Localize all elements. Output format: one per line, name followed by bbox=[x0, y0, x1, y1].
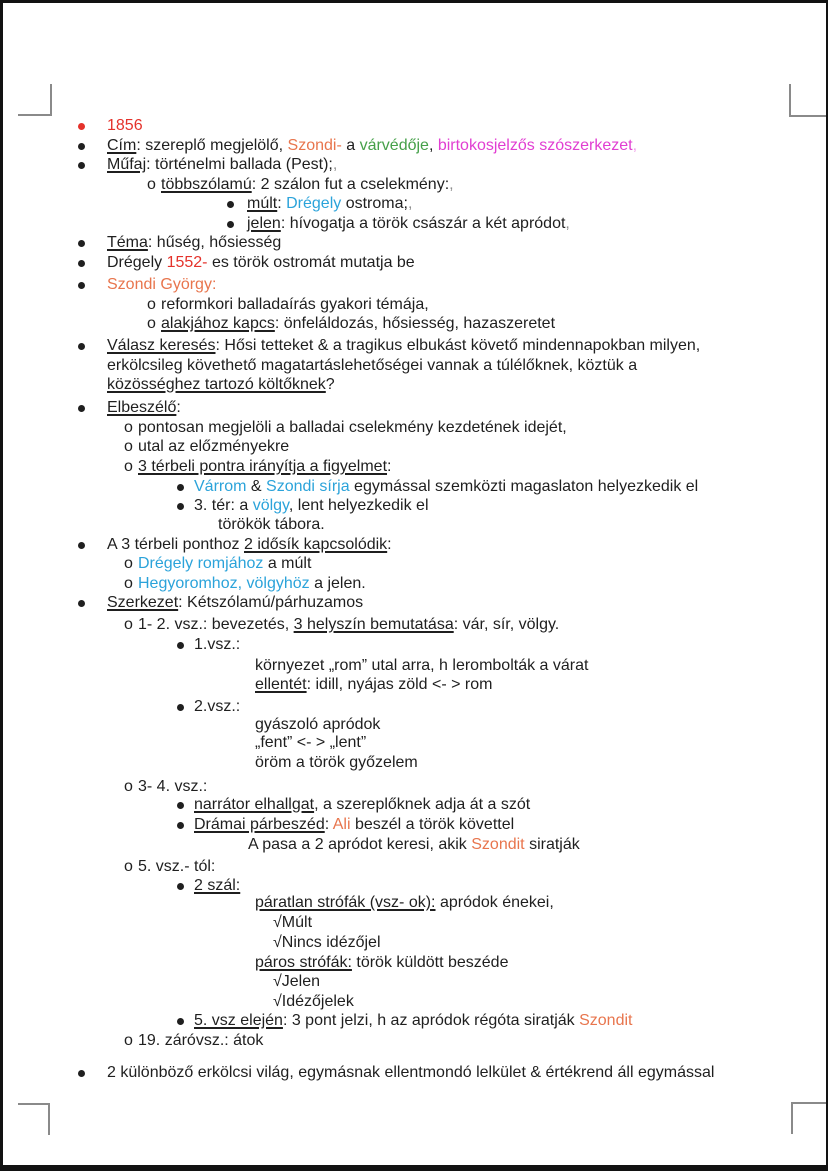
text-run: , bbox=[428, 137, 438, 154]
note-line bbox=[0, 656, 828, 676]
bullet-o-icon: o bbox=[124, 555, 133, 572]
note-line bbox=[0, 697, 828, 717]
note-line bbox=[0, 635, 828, 655]
text-run: völgyhöz bbox=[246, 575, 310, 592]
text-run: erkölcsileg követhető magatartáslehetőségei vannak a túlélőknek, köztük a bbox=[107, 357, 638, 374]
note-line bbox=[0, 477, 828, 497]
crop-mark-top-left bbox=[18, 84, 52, 116]
note-line bbox=[0, 233, 828, 253]
text-run: 19. záróvsz.: átok bbox=[138, 1032, 264, 1049]
text-run: Drégely romjához bbox=[138, 555, 264, 572]
bullet-dot-icon bbox=[78, 1070, 85, 1077]
note-line bbox=[0, 295, 828, 315]
bullet-dot-icon bbox=[78, 542, 85, 549]
text-run: : Kétszólamú/párhuzamos bbox=[178, 594, 364, 611]
bullet-dot-icon bbox=[78, 123, 85, 130]
note-line bbox=[0, 253, 828, 273]
note-line-text bbox=[138, 574, 366, 594]
note-line bbox=[0, 515, 828, 535]
note-line bbox=[0, 496, 828, 516]
note-line-text bbox=[194, 1011, 632, 1031]
note-line bbox=[0, 933, 828, 953]
text-run: siratják bbox=[524, 836, 580, 853]
note-line bbox=[0, 675, 828, 695]
text-run: völgy bbox=[252, 497, 289, 514]
bullet-o-icon: o bbox=[124, 419, 133, 436]
note-line-text bbox=[107, 1063, 714, 1083]
text-run: 1856 bbox=[107, 117, 143, 134]
text-run: 2 különböző erkölcsi világ, egymásnak ellentmondó lelkület & értékrend áll egymással bbox=[107, 1064, 715, 1081]
note-line bbox=[0, 554, 828, 574]
text-run: közösséghez tartozó költőknek bbox=[107, 376, 326, 393]
note-line-text bbox=[138, 554, 311, 574]
bullet-dot-icon bbox=[177, 802, 184, 809]
bullet-dot-icon bbox=[227, 221, 234, 228]
note-line bbox=[0, 753, 828, 773]
text-run: 5. vsz elején bbox=[194, 1012, 283, 1029]
text-run: öröm a török győzelem bbox=[255, 754, 418, 771]
text-run: , bbox=[332, 156, 338, 173]
text-run: Drégely bbox=[107, 254, 167, 271]
note-line bbox=[0, 116, 828, 136]
text-run: reformkori balladaírás gyakori témája, bbox=[161, 296, 429, 313]
note-line-text bbox=[255, 715, 380, 735]
note-line-text bbox=[107, 356, 637, 376]
text-run: : hívogatja a török császár a két apródot bbox=[280, 215, 566, 232]
text-run: ? bbox=[325, 376, 335, 393]
note-line-text bbox=[273, 933, 381, 953]
text-run: birtokosjelzős szószerkezet bbox=[437, 137, 633, 154]
text-run: 3- 4. vsz.: bbox=[138, 778, 208, 795]
text-run: : 3 pont jelzi, h az apródok régóta siratják bbox=[282, 1012, 580, 1029]
text-run: alakjához kapcs bbox=[161, 315, 275, 332]
text-run: 3 helyszín bemutatása bbox=[293, 616, 454, 633]
bullet-o-icon: o bbox=[124, 575, 133, 592]
note-line bbox=[0, 275, 828, 295]
note-line-text bbox=[107, 535, 392, 555]
bullet-dot-icon bbox=[78, 600, 85, 607]
bullet-dot-icon bbox=[78, 282, 85, 289]
text-run: környezet „rom” utal arra, h lerombolták a várat bbox=[255, 657, 589, 674]
note-line bbox=[0, 857, 828, 877]
text-run: Hegyoromhoz, bbox=[138, 575, 243, 592]
note-line-text bbox=[107, 136, 637, 156]
note-line bbox=[0, 437, 828, 457]
bullet-dot-icon bbox=[78, 343, 85, 350]
text-run: : Hősi tetteket & a tragikus elbukást követő mindennapokban milyen, bbox=[215, 337, 701, 354]
note-line bbox=[0, 913, 828, 933]
bullet-dot-icon bbox=[78, 143, 85, 150]
text-run: törökök tábora. bbox=[218, 516, 325, 533]
text-run: Drámai párbeszéd bbox=[194, 816, 325, 833]
note-line bbox=[0, 398, 828, 418]
note-line bbox=[0, 893, 828, 913]
text-run: 1- 2. vsz.: bevezetés, bbox=[138, 616, 294, 633]
text-run: Cím bbox=[107, 137, 137, 154]
note-line bbox=[0, 777, 828, 797]
text-run: es török ostromát mutatja be bbox=[207, 254, 415, 271]
text-run: √Jelen bbox=[273, 973, 321, 990]
text-run: 3. tér: a bbox=[194, 497, 253, 514]
text-run: múlt bbox=[247, 195, 278, 212]
text-run: : bbox=[324, 816, 333, 833]
note-line bbox=[0, 733, 828, 753]
note-line-text bbox=[255, 753, 418, 773]
bullet-dot-icon bbox=[227, 201, 234, 208]
text-run: Szondit bbox=[471, 836, 525, 853]
text-run: : önfeláldozás, hősiesség, hazaszeretet bbox=[274, 315, 556, 332]
text-run: , bbox=[632, 137, 638, 154]
text-run: a bbox=[341, 137, 360, 154]
bullet-dot-icon bbox=[78, 405, 85, 412]
note-line bbox=[0, 615, 828, 635]
text-run: 1552- bbox=[166, 254, 208, 271]
text-run: beszél a török követtel bbox=[350, 816, 515, 833]
note-line-text bbox=[107, 398, 181, 418]
bullet-o-icon: o bbox=[124, 616, 133, 633]
bullet-dot-icon bbox=[78, 240, 85, 247]
note-line-text bbox=[107, 593, 363, 613]
note-line-text bbox=[161, 314, 555, 334]
text-run: apródok énekei, bbox=[435, 894, 554, 911]
text-run: : hűség, hősiesség bbox=[147, 234, 282, 251]
note-line-text bbox=[138, 1031, 263, 1051]
text-run: : idill, nyájas zöld <- > rom bbox=[306, 676, 493, 693]
text-run: Szerkezet bbox=[107, 594, 179, 611]
note-line-text bbox=[194, 477, 698, 497]
text-run: várvédője bbox=[359, 137, 429, 154]
text-run: Várrom bbox=[194, 478, 247, 495]
note-line-text bbox=[255, 656, 588, 676]
note-line-text bbox=[273, 913, 312, 933]
note-line bbox=[0, 972, 828, 992]
text-run: Szondi- bbox=[287, 137, 342, 154]
note-line-text bbox=[247, 194, 412, 214]
text-run: Téma bbox=[107, 234, 148, 251]
text-run: utal az előzményekre bbox=[138, 438, 290, 455]
note-line-text bbox=[138, 437, 289, 457]
text-run: A pasa a 2 apródot keresi, akik bbox=[248, 836, 472, 853]
text-run: Elbeszélő bbox=[107, 399, 177, 416]
text-run: , bbox=[407, 195, 413, 212]
note-line-text bbox=[255, 953, 508, 973]
crop-mark-top-right bbox=[789, 84, 828, 117]
text-run: 1.vsz.: bbox=[194, 636, 241, 653]
text-run: egymással szemközti magaslaton helyezkedik el bbox=[349, 478, 699, 495]
note-line bbox=[0, 457, 828, 477]
bullet-o-icon: o bbox=[124, 458, 133, 475]
note-line bbox=[0, 992, 828, 1012]
note-line bbox=[0, 795, 828, 815]
note-line bbox=[0, 155, 828, 175]
note-line-text bbox=[218, 515, 325, 535]
text-run: √Nincs idézőjel bbox=[273, 934, 381, 951]
note-line-text bbox=[194, 795, 530, 815]
note-line-text bbox=[273, 992, 354, 1012]
text-run: páros strófák: bbox=[255, 954, 352, 971]
note-line-text bbox=[247, 214, 570, 234]
note-line-text bbox=[107, 233, 281, 253]
text-run: „fent” <- > „lent” bbox=[255, 734, 367, 751]
note-line bbox=[0, 1063, 828, 1083]
text-run: , bbox=[565, 215, 570, 232]
note-line-text bbox=[255, 893, 554, 913]
note-line-text bbox=[138, 457, 391, 477]
text-run: török küldött beszéde bbox=[351, 954, 509, 971]
text-run: Szondi sírja bbox=[266, 478, 350, 495]
note-line-text bbox=[138, 615, 559, 635]
text-run: : vár, sír, völgy. bbox=[453, 616, 560, 633]
note-line bbox=[0, 574, 828, 594]
note-line-text bbox=[255, 733, 366, 753]
text-run: : szereplő megjelölő, bbox=[136, 137, 288, 154]
note-line bbox=[0, 314, 828, 334]
bullet-dot-icon bbox=[177, 1018, 184, 1025]
bullet-o-icon: o bbox=[147, 315, 156, 332]
note-line bbox=[0, 535, 828, 555]
text-run: Szondit bbox=[579, 1012, 633, 1029]
note-line-text bbox=[107, 116, 143, 136]
note-line bbox=[0, 815, 828, 835]
bullet-dot-icon bbox=[177, 503, 184, 510]
note-line bbox=[0, 336, 828, 356]
note-line-text bbox=[194, 496, 429, 516]
text-run: , lent helyezkedik el bbox=[288, 497, 429, 514]
text-run: : bbox=[277, 195, 287, 212]
note-line-text bbox=[248, 835, 580, 855]
text-run: a jelen. bbox=[309, 575, 366, 592]
note-line bbox=[0, 214, 828, 234]
text-run: többszólamú bbox=[161, 176, 252, 193]
note-line bbox=[0, 593, 828, 613]
bullet-dot-icon bbox=[177, 642, 184, 649]
bullet-o-icon: o bbox=[147, 296, 156, 313]
text-run: a múlt bbox=[263, 555, 312, 572]
text-run: : bbox=[176, 399, 181, 416]
text-run: narrátor elhallgat bbox=[194, 796, 315, 813]
note-line-text bbox=[138, 777, 207, 797]
text-run: gyászoló apródok bbox=[255, 716, 381, 733]
text-run: 3 térbeli pontra irányítja a figyelmet bbox=[138, 458, 388, 475]
note-line bbox=[0, 1031, 828, 1051]
text-run: 2.vsz.: bbox=[194, 698, 241, 715]
bullet-dot-icon bbox=[78, 260, 85, 267]
note-line-text bbox=[273, 972, 320, 992]
text-run: ellentét bbox=[255, 676, 307, 693]
text-run: 2 szál: bbox=[194, 877, 241, 894]
text-run: : bbox=[387, 536, 392, 553]
note-line bbox=[0, 194, 828, 214]
note-line-text bbox=[107, 253, 415, 273]
note-line bbox=[0, 715, 828, 735]
note-line bbox=[0, 953, 828, 973]
note-line bbox=[0, 356, 828, 376]
bullet-dot-icon bbox=[177, 484, 184, 491]
crop-mark-bottom-right bbox=[791, 1102, 828, 1134]
text-run: pontosan megjelöli a balladai cselekmény kezdetének idejét, bbox=[138, 419, 567, 436]
note-line bbox=[0, 418, 828, 438]
text-run: √Múlt bbox=[273, 914, 313, 931]
text-run: : bbox=[387, 458, 392, 475]
note-line-text bbox=[107, 275, 216, 295]
bullet-o-icon: o bbox=[124, 438, 133, 455]
note-line bbox=[0, 136, 828, 156]
note-line-text bbox=[161, 295, 429, 315]
text-run: páratlan strófák (vsz- ok): bbox=[255, 894, 436, 911]
text-run: A 3 térbeli ponthoz bbox=[107, 536, 244, 553]
text-run: Műfaj bbox=[107, 156, 147, 173]
note-line bbox=[0, 1011, 828, 1031]
bullet-dot-icon bbox=[177, 883, 184, 890]
note-line bbox=[0, 375, 828, 395]
note-line-text bbox=[255, 675, 492, 695]
bullet-dot-icon bbox=[78, 162, 85, 169]
note-line-text bbox=[194, 635, 240, 655]
note-line-text bbox=[107, 375, 335, 395]
bullet-o-icon: o bbox=[124, 1032, 133, 1049]
text-run: Ali bbox=[332, 816, 351, 833]
text-run: , a szereplőknek adja át a szót bbox=[314, 796, 531, 813]
note-line bbox=[0, 175, 828, 195]
bullet-o-icon: o bbox=[124, 858, 133, 875]
bullet-o-icon: o bbox=[147, 176, 156, 193]
note-line-text bbox=[161, 175, 454, 195]
note-line-text bbox=[107, 155, 337, 175]
text-run: Válasz keresés bbox=[107, 337, 216, 354]
bullet-o-icon: o bbox=[124, 778, 133, 795]
text-run: √Idézőjelek bbox=[273, 993, 354, 1010]
text-run: : 2 szálon fut a cselekmény: bbox=[251, 176, 450, 193]
text-run: & bbox=[246, 478, 267, 495]
note-line-text bbox=[107, 336, 700, 356]
note-line-text bbox=[138, 418, 567, 438]
note-line-text bbox=[194, 815, 514, 835]
bullet-dot-icon bbox=[177, 704, 184, 711]
note-line-text bbox=[194, 697, 240, 717]
text-run: jelen bbox=[247, 215, 281, 232]
text-run: , bbox=[449, 176, 454, 193]
crop-mark-bottom-left bbox=[18, 1103, 50, 1135]
note-line bbox=[0, 835, 828, 855]
text-run: 5. vsz.- tól: bbox=[138, 858, 216, 875]
text-run: Drégely bbox=[286, 195, 342, 212]
text-run: : történelmi ballada (Pest); bbox=[146, 156, 333, 173]
text-run: 2 idősík kapcsolódik bbox=[243, 536, 388, 553]
bullet-dot-icon bbox=[177, 822, 184, 829]
text-run: Szondi György: bbox=[107, 276, 217, 293]
text-run: ostroma; bbox=[341, 195, 408, 212]
note-line-text bbox=[138, 857, 215, 877]
